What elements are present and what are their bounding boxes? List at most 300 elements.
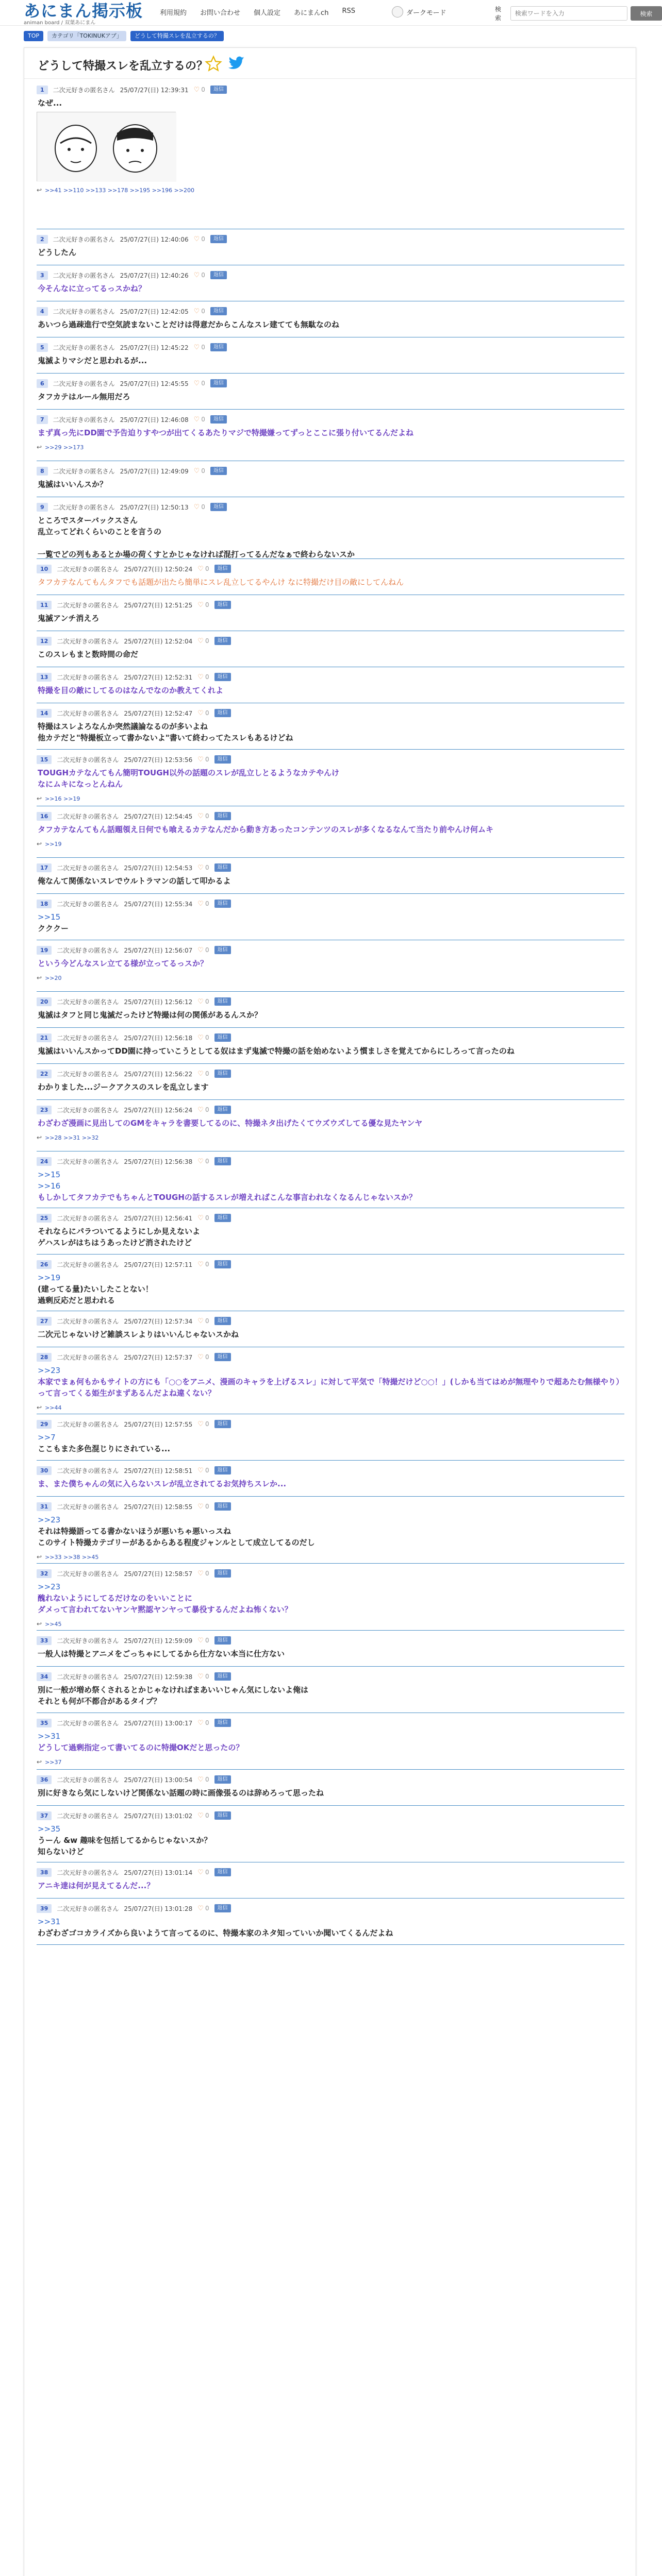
reply-button[interactable]: 返信	[214, 755, 231, 764]
reply-button[interactable]: 返信	[210, 307, 227, 315]
nav-settings[interactable]: 個人設定	[254, 9, 281, 17]
post-date: 25/07/27(日) 12:51:25	[124, 601, 193, 609]
post-body: ところでスターバックスさん 乱立ってどれくらいのことを言うの 一覧でどの列もあるとか場の荷くすとかじゃなければ混打ってるんだなぁで終わらないスか	[38, 516, 355, 559]
post-meta	[37, 1351, 624, 1363]
post-body: タフカテなんてもん話題領え日何でも喰えるカテなんだから動き方あったコンテンツのスレが多くなるなんて当たり前やんけ何ムキ	[38, 825, 493, 834]
post-body: 別に好きなら気にしないけど関係ない話題の時に画像張るのは辞めろって思ったね	[38, 1788, 324, 1798]
post-meta	[37, 707, 624, 719]
like-count: 0	[205, 1673, 209, 1680]
heart-icon: ♡	[197, 1775, 204, 1784]
post-body: 鬼滅アンチ消えろ	[38, 614, 100, 623]
post-number[interactable]: 34	[37, 1672, 52, 1681]
post	[37, 810, 624, 862]
like-count: 0	[205, 1637, 209, 1644]
heart-icon: ♡	[197, 565, 204, 573]
reply-button[interactable]: 返信	[210, 271, 227, 279]
post-number[interactable]: 4	[37, 307, 48, 316]
post-date: 25/07/27(日) 12:56:18	[124, 1034, 193, 1042]
heart-icon: ♡	[193, 467, 200, 475]
post-body: >>31 わざわざゴコカライズから良いようて言ってるのに、特撮本家のネタ知っていいか聞いてくるんだよね	[38, 1917, 393, 1938]
reply-button[interactable]: 返信	[214, 863, 231, 872]
like-button[interactable]	[194, 308, 205, 315]
reply-button[interactable]: 返信	[210, 415, 227, 423]
reply-button[interactable]: 返信	[210, 86, 227, 94]
like-button[interactable]	[197, 1905, 209, 1912]
post-meta	[37, 84, 624, 95]
dark-mode-toggle[interactable]	[392, 6, 446, 18]
post-body: >>23 醜れないようにしてるだけなのをいいことに ダメって言われてないヤンヤ黙認ヤンヤって暴役するんだよね怖くない？	[38, 1582, 292, 1614]
post	[37, 1351, 624, 1418]
poster-name: 二次元好きの匿名さん	[57, 946, 119, 954]
post-date: 25/07/27(日) 12:59:09	[124, 1637, 193, 1645]
reply-button[interactable]: 返信	[214, 900, 231, 908]
backlink-list[interactable]: >>20	[45, 974, 62, 981]
post-backlinks	[37, 973, 624, 982]
reply-button[interactable]: 返信	[214, 1569, 231, 1578]
reply-button[interactable]: 返信	[214, 673, 231, 681]
post-number[interactable]: 19	[37, 946, 52, 955]
post-number[interactable]: 1	[37, 86, 48, 94]
reply-button[interactable]: 返信	[214, 1466, 231, 1475]
backlink-list[interactable]: >>33 >>38 >>45	[45, 1553, 99, 1561]
post-list	[37, 84, 624, 1949]
like-count: 0	[205, 1776, 209, 1783]
poster-name: 二次元好きの匿名さん	[53, 272, 115, 279]
post-backlinks	[37, 1552, 624, 1562]
post-body: 鬼滅はいいんスかってDD園に持っていこうとしてる奴はまず鬼滅で特撮の話を始めないよう慣ましさを覚えてからにしろって言ったのね	[38, 1046, 515, 1056]
reply-button[interactable]: 返信	[210, 343, 227, 351]
heart-icon: ♡	[197, 1317, 204, 1325]
post-number[interactable]: 6	[37, 379, 48, 388]
like-button[interactable]	[197, 637, 209, 645]
like-button[interactable]	[197, 1869, 209, 1876]
like-button[interactable]	[197, 1673, 209, 1681]
heart-icon: ♡	[197, 1719, 204, 1727]
poster-name: 二次元好きの匿名さん	[57, 1719, 119, 1727]
post-number[interactable]: 27	[37, 1317, 52, 1326]
like-button[interactable]	[194, 467, 205, 475]
heart-icon: ♡	[197, 1502, 204, 1511]
reply-button[interactable]: 返信	[214, 1636, 231, 1645]
post-meta	[37, 1810, 624, 1821]
post-body: >>15 >>16 もしかしてタフカテでもちゃんとTOUGHの話するスレが増えればこんな事言われなくなるんじゃないスか？	[38, 1170, 417, 1202]
poster-name: 二次元好きの匿名さん	[57, 1812, 119, 1820]
heart-icon: ♡	[197, 1353, 204, 1361]
post-body: 今そんなに立ってるっスかね？	[38, 284, 146, 293]
site-header	[0, 0, 662, 26]
heart-icon: ♡	[193, 343, 200, 351]
poster-name: 二次元好きの匿名さん	[57, 637, 119, 645]
reply-button[interactable]: 返信	[214, 601, 231, 609]
post	[37, 1032, 624, 1068]
like-button[interactable]	[197, 1261, 209, 1268]
post	[37, 269, 624, 306]
reply-arrow-icon: ↩	[37, 1553, 42, 1561]
like-button[interactable]	[197, 864, 209, 872]
like-button[interactable]	[194, 86, 205, 94]
backlink-list[interactable]: >>37	[45, 1758, 62, 1766]
post	[37, 1104, 624, 1156]
like-button[interactable]	[197, 1776, 209, 1784]
post-number[interactable]: 11	[37, 601, 52, 609]
nav-terms[interactable]: 利用規約	[160, 9, 187, 17]
post-number[interactable]: 13	[37, 673, 52, 682]
like-button[interactable]	[197, 1637, 209, 1645]
reply-arrow-icon: ↩	[37, 1620, 42, 1628]
thread-panel	[24, 47, 636, 2576]
post	[37, 1068, 624, 1104]
post-date: 25/07/27(日) 12:50:13	[120, 503, 189, 511]
post-number[interactable]: 24	[37, 1157, 52, 1166]
reply-arrow-icon: ↩	[37, 974, 42, 981]
favorite-star-icon[interactable]	[205, 55, 222, 73]
reply-button[interactable]: 返信	[214, 1214, 231, 1222]
reply-arrow-icon: ↩	[37, 840, 42, 848]
post-number[interactable]: 17	[37, 863, 52, 872]
post-divider	[37, 1769, 624, 1770]
backlink-list[interactable]: >>19	[45, 840, 62, 848]
logo-title: あにまん掲示板	[24, 1, 143, 21]
poster-name: 二次元好きの匿名さん	[57, 1637, 119, 1645]
heart-icon: ♡	[197, 1466, 204, 1475]
post	[37, 1501, 624, 1568]
post-number[interactable]: 39	[37, 1904, 52, 1913]
like-button[interactable]	[197, 1034, 209, 1042]
reply-button[interactable]: 返信	[214, 1502, 231, 1511]
post-number[interactable]: 18	[37, 900, 52, 908]
like-button[interactable]	[197, 1070, 209, 1078]
like-button[interactable]	[197, 565, 209, 573]
post-number[interactable]: 31	[37, 1502, 52, 1511]
nav-rss[interactable]: RSS	[342, 7, 355, 15]
like-count: 0	[201, 380, 205, 387]
like-button[interactable]	[197, 1812, 209, 1820]
post-divider	[37, 1898, 624, 1899]
post-date: 25/07/27(日) 12:39:31	[120, 86, 189, 94]
post-number[interactable]: 30	[37, 1466, 52, 1475]
nav-animanch[interactable]: あにまんch	[294, 9, 329, 17]
like-count: 0	[205, 1869, 209, 1876]
post-date: 25/07/27(日) 12:56:24	[124, 1106, 193, 1114]
post-number[interactable]: 3	[37, 271, 48, 280]
reply-button[interactable]: 返信	[210, 235, 227, 243]
reply-button[interactable]: 返信	[214, 1106, 231, 1114]
like-button[interactable]	[197, 1420, 209, 1428]
post-number[interactable]: 20	[37, 997, 52, 1006]
post	[37, 378, 624, 414]
reply-button[interactable]: 返信	[214, 1260, 231, 1268]
post-meta	[37, 1501, 624, 1512]
reply-button[interactable]: 返信	[214, 1070, 231, 1078]
reply-arrow-icon: ↩	[37, 1758, 42, 1766]
post	[37, 1259, 624, 1315]
heart-icon: ♡	[197, 1569, 204, 1578]
like-button[interactable]	[197, 1719, 209, 1727]
post	[37, 1315, 624, 1351]
poster-name: 二次元好きの匿名さん	[57, 1214, 119, 1222]
post-number[interactable]: 37	[37, 1811, 52, 1820]
post-date: 25/07/27(日) 12:45:55	[120, 380, 189, 387]
poster-name: 二次元好きの匿名さん	[57, 998, 119, 1006]
reply-button[interactable]: 返信	[214, 1353, 231, 1361]
reply-button[interactable]: 返信	[214, 709, 231, 717]
search-button[interactable]: 検索	[631, 6, 662, 21]
post-meta	[37, 1465, 624, 1476]
like-count: 0	[205, 1719, 209, 1726]
post-number[interactable]: 38	[37, 1868, 52, 1877]
post-meta	[37, 414, 624, 425]
heart-icon: ♡	[197, 1033, 204, 1042]
post-date: 25/07/27(日) 12:45:22	[120, 344, 189, 351]
reply-button[interactable]: 返信	[214, 1672, 231, 1681]
post-meta	[37, 671, 624, 683]
reply-button[interactable]: 返信	[214, 997, 231, 1006]
post	[37, 1212, 624, 1259]
post-body: タフカテなんてもんタフでも話題が出たら簡単にスレ乱立してるやんけ なに特撮だけ目の敵にしてんねん	[38, 578, 404, 587]
post-number[interactable]: 32	[37, 1569, 52, 1578]
post-number[interactable]: 33	[37, 1636, 52, 1645]
post-meta	[37, 1032, 624, 1043]
poster-name: 二次元好きの匿名さん	[53, 86, 115, 94]
post-number[interactable]: 8	[37, 467, 48, 476]
post-divider	[37, 1805, 624, 1806]
reply-button[interactable]: 返信	[210, 379, 227, 387]
like-count: 0	[205, 1812, 209, 1819]
reply-button[interactable]: 返信	[214, 1904, 231, 1912]
heart-icon: ♡	[193, 271, 200, 279]
post-number[interactable]: 2	[37, 235, 48, 244]
post-image[interactable]	[37, 112, 176, 181]
post-meta	[37, 1156, 624, 1167]
like-button[interactable]	[194, 416, 205, 423]
like-button[interactable]	[197, 812, 209, 820]
reply-button[interactable]: 返信	[214, 1033, 231, 1042]
like-button[interactable]	[194, 272, 205, 279]
post	[37, 84, 624, 233]
poster-name: 二次元好きの匿名さん	[57, 1261, 119, 1268]
heart-icon: ♡	[197, 637, 204, 645]
poster-name: 二次元好きの匿名さん	[57, 1317, 119, 1325]
like-button[interactable]	[197, 900, 209, 908]
backlink-list[interactable]: >>41 >>110 >>133 >>178 >>195 >>196 >>200	[45, 187, 195, 194]
like-button[interactable]	[197, 756, 209, 764]
post-body: どうしたん	[38, 248, 77, 257]
post-backlinks	[37, 839, 624, 849]
breadcrumb-category[interactable]: カテゴリ「TOKINUKアプ」	[47, 31, 126, 41]
search-input[interactable]	[510, 6, 627, 21]
post	[37, 862, 624, 898]
post-date: 25/07/27(日) 12:58:55	[124, 1503, 193, 1511]
reply-arrow-icon: ↩	[37, 795, 42, 802]
reply-button[interactable]: 返信	[214, 1868, 231, 1876]
post-number[interactable]: 29	[37, 1420, 52, 1429]
reply-button[interactable]: 返信	[214, 1719, 231, 1727]
backlink-list[interactable]: >>28 >>31 >>32	[45, 1134, 99, 1141]
like-count: 0	[205, 1503, 209, 1510]
post-number[interactable]: 26	[37, 1260, 52, 1269]
reply-button[interactable]: 返信	[214, 1420, 231, 1428]
nav-contact[interactable]: お問い合わせ	[200, 9, 241, 17]
post-body: >>19 (建ってる量)たいしたことない！ 過剰反応だと思われる	[38, 1273, 153, 1305]
post	[37, 1465, 624, 1501]
post-number[interactable]: 15	[37, 755, 52, 764]
breadcrumb-home[interactable]: TOP	[24, 31, 43, 41]
post-date: 25/07/27(日) 13:00:54	[124, 1776, 193, 1784]
post-number[interactable]: 10	[37, 565, 52, 573]
backlink-list[interactable]: >>16 >>19	[45, 795, 80, 802]
like-button[interactable]	[197, 1317, 209, 1325]
reply-button[interactable]: 返信	[214, 637, 231, 645]
post-body: まず真っ先にDD園で予告迫りすやつが出てくるあたりマジで特撮嫌ってずっとここに張り付いてるんだよね	[38, 428, 414, 437]
backlink-list[interactable]: >>44	[45, 1404, 62, 1411]
like-button[interactable]	[197, 709, 209, 717]
post	[37, 1568, 624, 1635]
post-number[interactable]: 25	[37, 1214, 52, 1223]
heart-icon: ♡	[197, 1214, 204, 1222]
like-button[interactable]	[194, 235, 205, 243]
post-number[interactable]: 9	[37, 503, 48, 512]
post	[37, 414, 624, 465]
post-body: タフカテはルール無用だろ	[38, 392, 130, 401]
post-number[interactable]: 5	[37, 343, 48, 352]
post-number[interactable]: 14	[37, 709, 52, 718]
breadcrumb-current[interactable]: どうして特撮スレを乱立するの？	[130, 31, 224, 41]
toggle-icon[interactable]	[392, 6, 403, 18]
post-meta	[37, 465, 624, 477]
like-button[interactable]	[197, 673, 209, 681]
post-number[interactable]: 35	[37, 1719, 52, 1727]
like-count: 0	[201, 503, 205, 511]
reply-arrow-icon: ↩	[37, 444, 42, 451]
like-count: 0	[205, 1070, 209, 1077]
breadcrumb	[24, 31, 224, 41]
like-button[interactable]	[194, 344, 205, 351]
post-date: 25/07/27(日) 12:49:09	[120, 467, 189, 475]
reply-button[interactable]: 返信	[214, 1775, 231, 1784]
post	[37, 898, 624, 944]
like-button[interactable]	[194, 380, 205, 387]
like-button[interactable]	[194, 503, 205, 511]
post-number[interactable]: 12	[37, 637, 52, 646]
twitter-share-icon[interactable]	[228, 56, 245, 71]
post-number[interactable]: 7	[37, 415, 48, 424]
post	[37, 996, 624, 1032]
post-body: 特撮を目の敵にしてるのはなんでなのか教えてくれよ	[38, 686, 224, 695]
post-divider	[37, 893, 624, 894]
like-button[interactable]	[197, 1503, 209, 1511]
post-date: 25/07/27(日) 12:56:41	[124, 1214, 193, 1222]
post	[37, 1671, 624, 1717]
reply-button[interactable]: 返信	[214, 1157, 231, 1165]
post-meta	[37, 378, 624, 389]
post-meta	[37, 944, 624, 956]
post-body: >>7 ここもまた多色混じりにされている...	[38, 1433, 171, 1453]
like-button[interactable]	[197, 1158, 209, 1165]
post	[37, 707, 624, 754]
like-button[interactable]	[197, 1214, 209, 1222]
post-number[interactable]: 28	[37, 1353, 52, 1362]
reply-arrow-icon: ↩	[37, 1404, 42, 1411]
post-body: あいつら過疎進行で空気読まないことだけは得意だからこんなスレ建てても無駄なのね	[38, 320, 340, 329]
post-date: 25/07/27(日) 12:56:12	[124, 998, 193, 1006]
poster-name: 二次元好きの匿名さん	[57, 1070, 119, 1078]
backlink-list[interactable]: >>29 >>173	[45, 444, 84, 451]
like-button[interactable]	[197, 998, 209, 1006]
poster-name: 二次元好きの匿名さん	[53, 467, 115, 475]
post-body: 一般人は特撮とアニメをごっちゃにしてるから仕方ない本当に仕方ない	[38, 1649, 285, 1658]
heart-icon: ♡	[197, 673, 204, 681]
post-date: 25/07/27(日) 12:55:34	[124, 900, 193, 908]
post-body: TOUGHカテなんてもん簡明TOUGH以外の話題のスレが乱立しとるようなカテやんけ なにムキになっとんねん	[38, 768, 340, 789]
reply-button[interactable]: 返信	[214, 812, 231, 820]
post-meta	[37, 1315, 624, 1327]
post-meta	[37, 563, 624, 574]
post-number[interactable]: 21	[37, 1033, 52, 1042]
heart-icon: ♡	[193, 86, 200, 94]
like-button[interactable]	[197, 946, 209, 954]
like-count: 0	[201, 86, 205, 93]
post-number[interactable]: 16	[37, 812, 52, 821]
reply-button[interactable]: 返信	[210, 467, 227, 475]
like-button[interactable]	[197, 1106, 209, 1114]
post-divider	[37, 1496, 624, 1497]
heart-icon: ♡	[197, 1811, 204, 1820]
reply-button[interactable]: 返信	[214, 565, 231, 573]
post-backlinks	[37, 1133, 624, 1142]
like-count: 0	[205, 565, 209, 572]
heart-icon: ♡	[197, 1636, 204, 1645]
like-button[interactable]	[197, 1353, 209, 1361]
reply-button[interactable]: 返信	[210, 503, 227, 511]
reply-button[interactable]: 返信	[214, 1317, 231, 1325]
like-count: 0	[205, 1317, 209, 1325]
like-button[interactable]	[197, 1570, 209, 1578]
post	[37, 1418, 624, 1465]
like-button[interactable]	[197, 601, 209, 609]
reply-arrow-icon: ↩	[37, 187, 42, 194]
poster-name: 二次元好きの匿名さん	[57, 601, 119, 609]
reply-button[interactable]: 返信	[214, 946, 231, 954]
post-date: 25/07/27(日) 12:58:51	[124, 1467, 193, 1475]
post-meta	[37, 1418, 624, 1430]
poster-name: 二次元好きの匿名さん	[53, 235, 115, 243]
post-number[interactable]: 22	[37, 1070, 52, 1078]
post-date: 25/07/27(日) 12:52:47	[124, 709, 193, 717]
post-date: 25/07/27(日) 12:57:55	[124, 1420, 193, 1428]
like-count: 0	[205, 756, 209, 763]
like-count: 0	[205, 998, 209, 1005]
thread-title-row	[24, 48, 636, 79]
poster-name: 二次元好きの匿名さん	[57, 756, 119, 764]
post-date: 25/07/27(日) 12:46:08	[120, 416, 189, 423]
reply-button[interactable]: 返信	[214, 1811, 231, 1820]
like-count: 0	[205, 1467, 209, 1474]
poster-name: 二次元好きの匿名さん	[53, 308, 115, 315]
post-backlinks	[37, 185, 624, 195]
poster-name: 二次元好きの匿名さん	[57, 1905, 119, 1912]
post	[37, 1867, 624, 1903]
like-button[interactable]	[197, 1467, 209, 1475]
post-meta	[37, 862, 624, 873]
heart-icon: ♡	[197, 1672, 204, 1681]
post-divider	[37, 1944, 624, 1945]
backlink-list[interactable]: >>45	[45, 1620, 62, 1628]
site-logo[interactable]	[24, 2, 143, 26]
post-backlinks	[37, 1757, 624, 1767]
post-number[interactable]: 23	[37, 1106, 52, 1114]
like-count: 0	[205, 601, 209, 608]
post-number[interactable]: 36	[37, 1775, 52, 1784]
